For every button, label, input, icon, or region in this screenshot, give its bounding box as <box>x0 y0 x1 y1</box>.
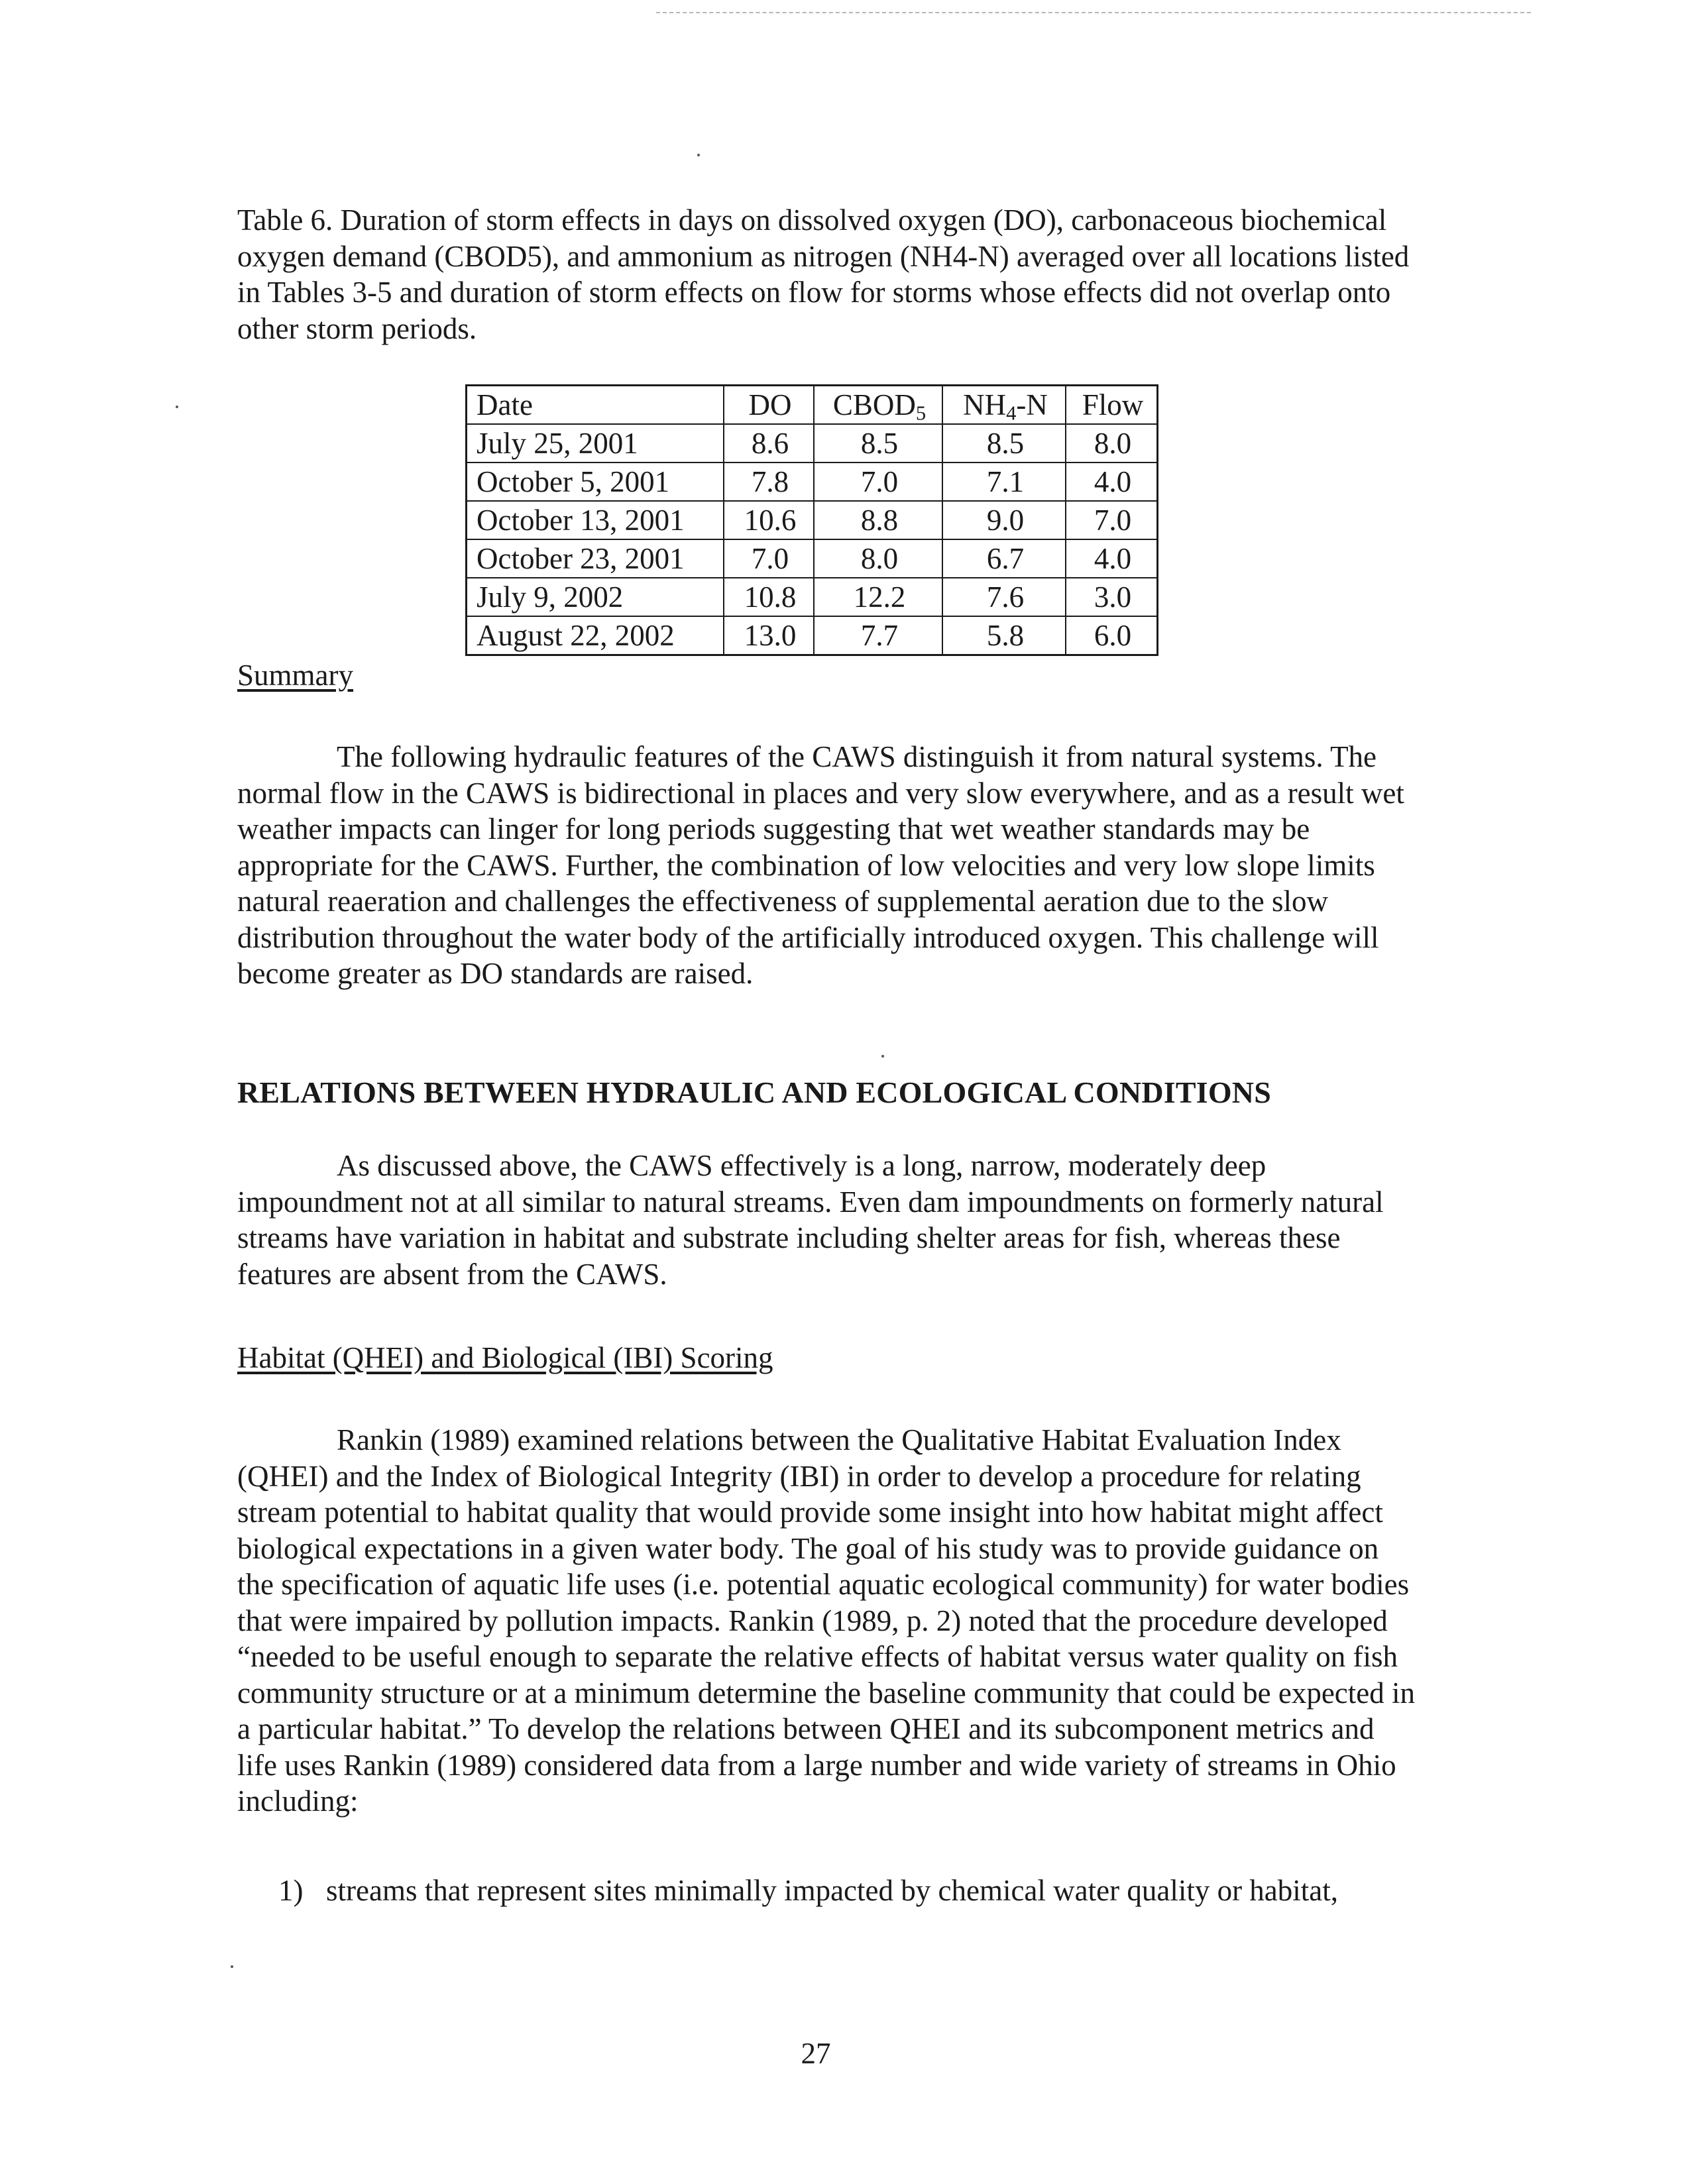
header-date: Date <box>467 386 724 425</box>
table-caption: Table 6. Duration of storm effects in days on dissolved oxygen (DO), carbonaceous biochemical oxygen demand (CBOD5), and ammonium as nitrogen (NH4-N) averaged over all locations listed in Tables 3-5 and duration of storm effects on flow for storms whose effects did not overlap onto other storm periods. <box>237 203 1410 345</box>
header-flow: Flow <box>1066 386 1158 425</box>
subsection-heading: Habitat (QHEI) and Biological (IBI) Scoring <box>237 1341 773 1374</box>
page-number: 27 <box>801 2037 831 2070</box>
cell-date: October 13, 2001 <box>467 501 724 539</box>
list-item-text: streams that represent sites minimally impacted by chemical water quality or habitat, <box>326 1874 1339 1907</box>
cell-date: August 22, 2002 <box>467 616 724 655</box>
cell-flow: 6.0 <box>1066 616 1158 655</box>
table-header-row <box>467 386 1158 425</box>
table-row <box>467 616 1158 655</box>
cell-date: October 5, 2001 <box>467 463 724 501</box>
cell-date: October 23, 2001 <box>467 539 724 578</box>
cell-nh4n: 9.0 <box>942 501 1066 539</box>
header-nh4n-subscript: 4 <box>1006 402 1017 425</box>
section-heading: RELATIONS BETWEEN HYDRAULIC AND ECOLOGICAL CONDITIONS <box>237 1075 1272 1109</box>
header-cbod5-prefix: CBOD <box>832 388 916 421</box>
cell-cbod5: 8.5 <box>814 424 942 463</box>
cell-flow: 3.0 <box>1066 578 1158 616</box>
cell-nh4n: 5.8 <box>942 616 1066 655</box>
header-do: DO <box>724 386 814 425</box>
cell-do: 10.6 <box>724 501 814 539</box>
table-row <box>467 578 1158 616</box>
cell-nh4n: 7.6 <box>942 578 1066 616</box>
table-row <box>467 424 1158 463</box>
cell-flow: 4.0 <box>1066 463 1158 501</box>
summary-heading: Summary <box>237 659 353 692</box>
header-nh4n <box>942 386 1066 425</box>
cell-flow: 7.0 <box>1066 501 1158 539</box>
cell-do: 10.8 <box>724 578 814 616</box>
scan-speck <box>231 1965 233 1968</box>
header-cbod5 <box>814 386 942 425</box>
cell-cbod5: 7.0 <box>814 463 942 501</box>
cell-do: 8.6 <box>724 424 814 463</box>
scan-speck <box>697 154 700 156</box>
table-row <box>467 539 1158 578</box>
cell-nh4n: 6.7 <box>942 539 1066 578</box>
cell-cbod5: 12.2 <box>814 578 942 616</box>
summary-paragraph: The following hydraulic features of the CAWS distinguish it from natural systems. The normal flow in the CAWS is bidirectional in places and very slow everywhere, and as a result wet weather impacts can linger for long periods suggesting that wet weather standards may be appropriate for the CAWS. Further, the combination of low velocities and very low slope limits natural reaeration and challenges the effectiveness of supplemental aeration due to the slow distribution throughout the water body of the artificially introduced oxygen. This challenge will become greater as DO standards are raised. <box>237 740 1404 990</box>
cell-nh4n: 8.5 <box>942 424 1066 463</box>
scan-top-rule <box>656 12 1531 13</box>
cell-do: 7.8 <box>724 463 814 501</box>
subsection-paragraph: Rankin (1989) examined relations between the Qualitative Habitat Evaluation Index (QHEI) and the Index of Biological Integrity (IBI) in order to develop a procedure for relating stream potential to habitat quality that would provide some insight into how habitat might affect biological expectations in a given water body. The goal of his study was to provide guidance on the specification of aquatic life uses (i.e. potential aquatic ecological community) for water bodies that were impaired by pollution impacts. Rankin (1989, p. 2) noted that the procedure developed “needed to be useful enough to separate the relative effects of habitat versus water quality on fish community structure or at a minimum determine the baseline community that could be expected in a particular habitat.” To develop the relations between QHEI and its subcomponent metrics and life uses Rankin (1989) considered data from a large number and wide variety of streams in Ohio including: <box>237 1423 1415 1818</box>
list-item <box>278 1873 1405 1909</box>
storm-duration-table <box>465 384 1158 656</box>
cell-do: 7.0 <box>724 539 814 578</box>
header-nh4n-prefix: NH <box>963 388 1007 421</box>
criteria-list <box>278 1873 1405 1909</box>
cell-do: 13.0 <box>724 616 814 655</box>
table-row <box>467 501 1158 539</box>
section-paragraph: As discussed above, the CAWS effectively is a long, narrow, moderately deep impoundment not at all similar to natural streams. Even dam impoundments on formerly natural streams have variation in habitat and substrate including shelter areas for fish, whereas these features are absent from the CAWS. <box>237 1149 1384 1291</box>
header-cbod5-subscript: 5 <box>915 402 927 425</box>
scan-speck <box>176 406 178 408</box>
cell-cbod5: 7.7 <box>814 616 942 655</box>
list-item-number: 1) <box>278 1874 304 1907</box>
cell-flow: 4.0 <box>1066 539 1158 578</box>
header-nh4n-suffix: -N <box>1016 388 1048 421</box>
cell-nh4n: 7.1 <box>942 463 1066 501</box>
cell-flow: 8.0 <box>1066 424 1158 463</box>
cell-date: July 25, 2001 <box>467 424 724 463</box>
scan-speck <box>881 1055 884 1058</box>
cell-cbod5: 8.0 <box>814 539 942 578</box>
table-row <box>467 463 1158 501</box>
cell-date: July 9, 2002 <box>467 578 724 616</box>
cell-cbod5: 8.8 <box>814 501 942 539</box>
